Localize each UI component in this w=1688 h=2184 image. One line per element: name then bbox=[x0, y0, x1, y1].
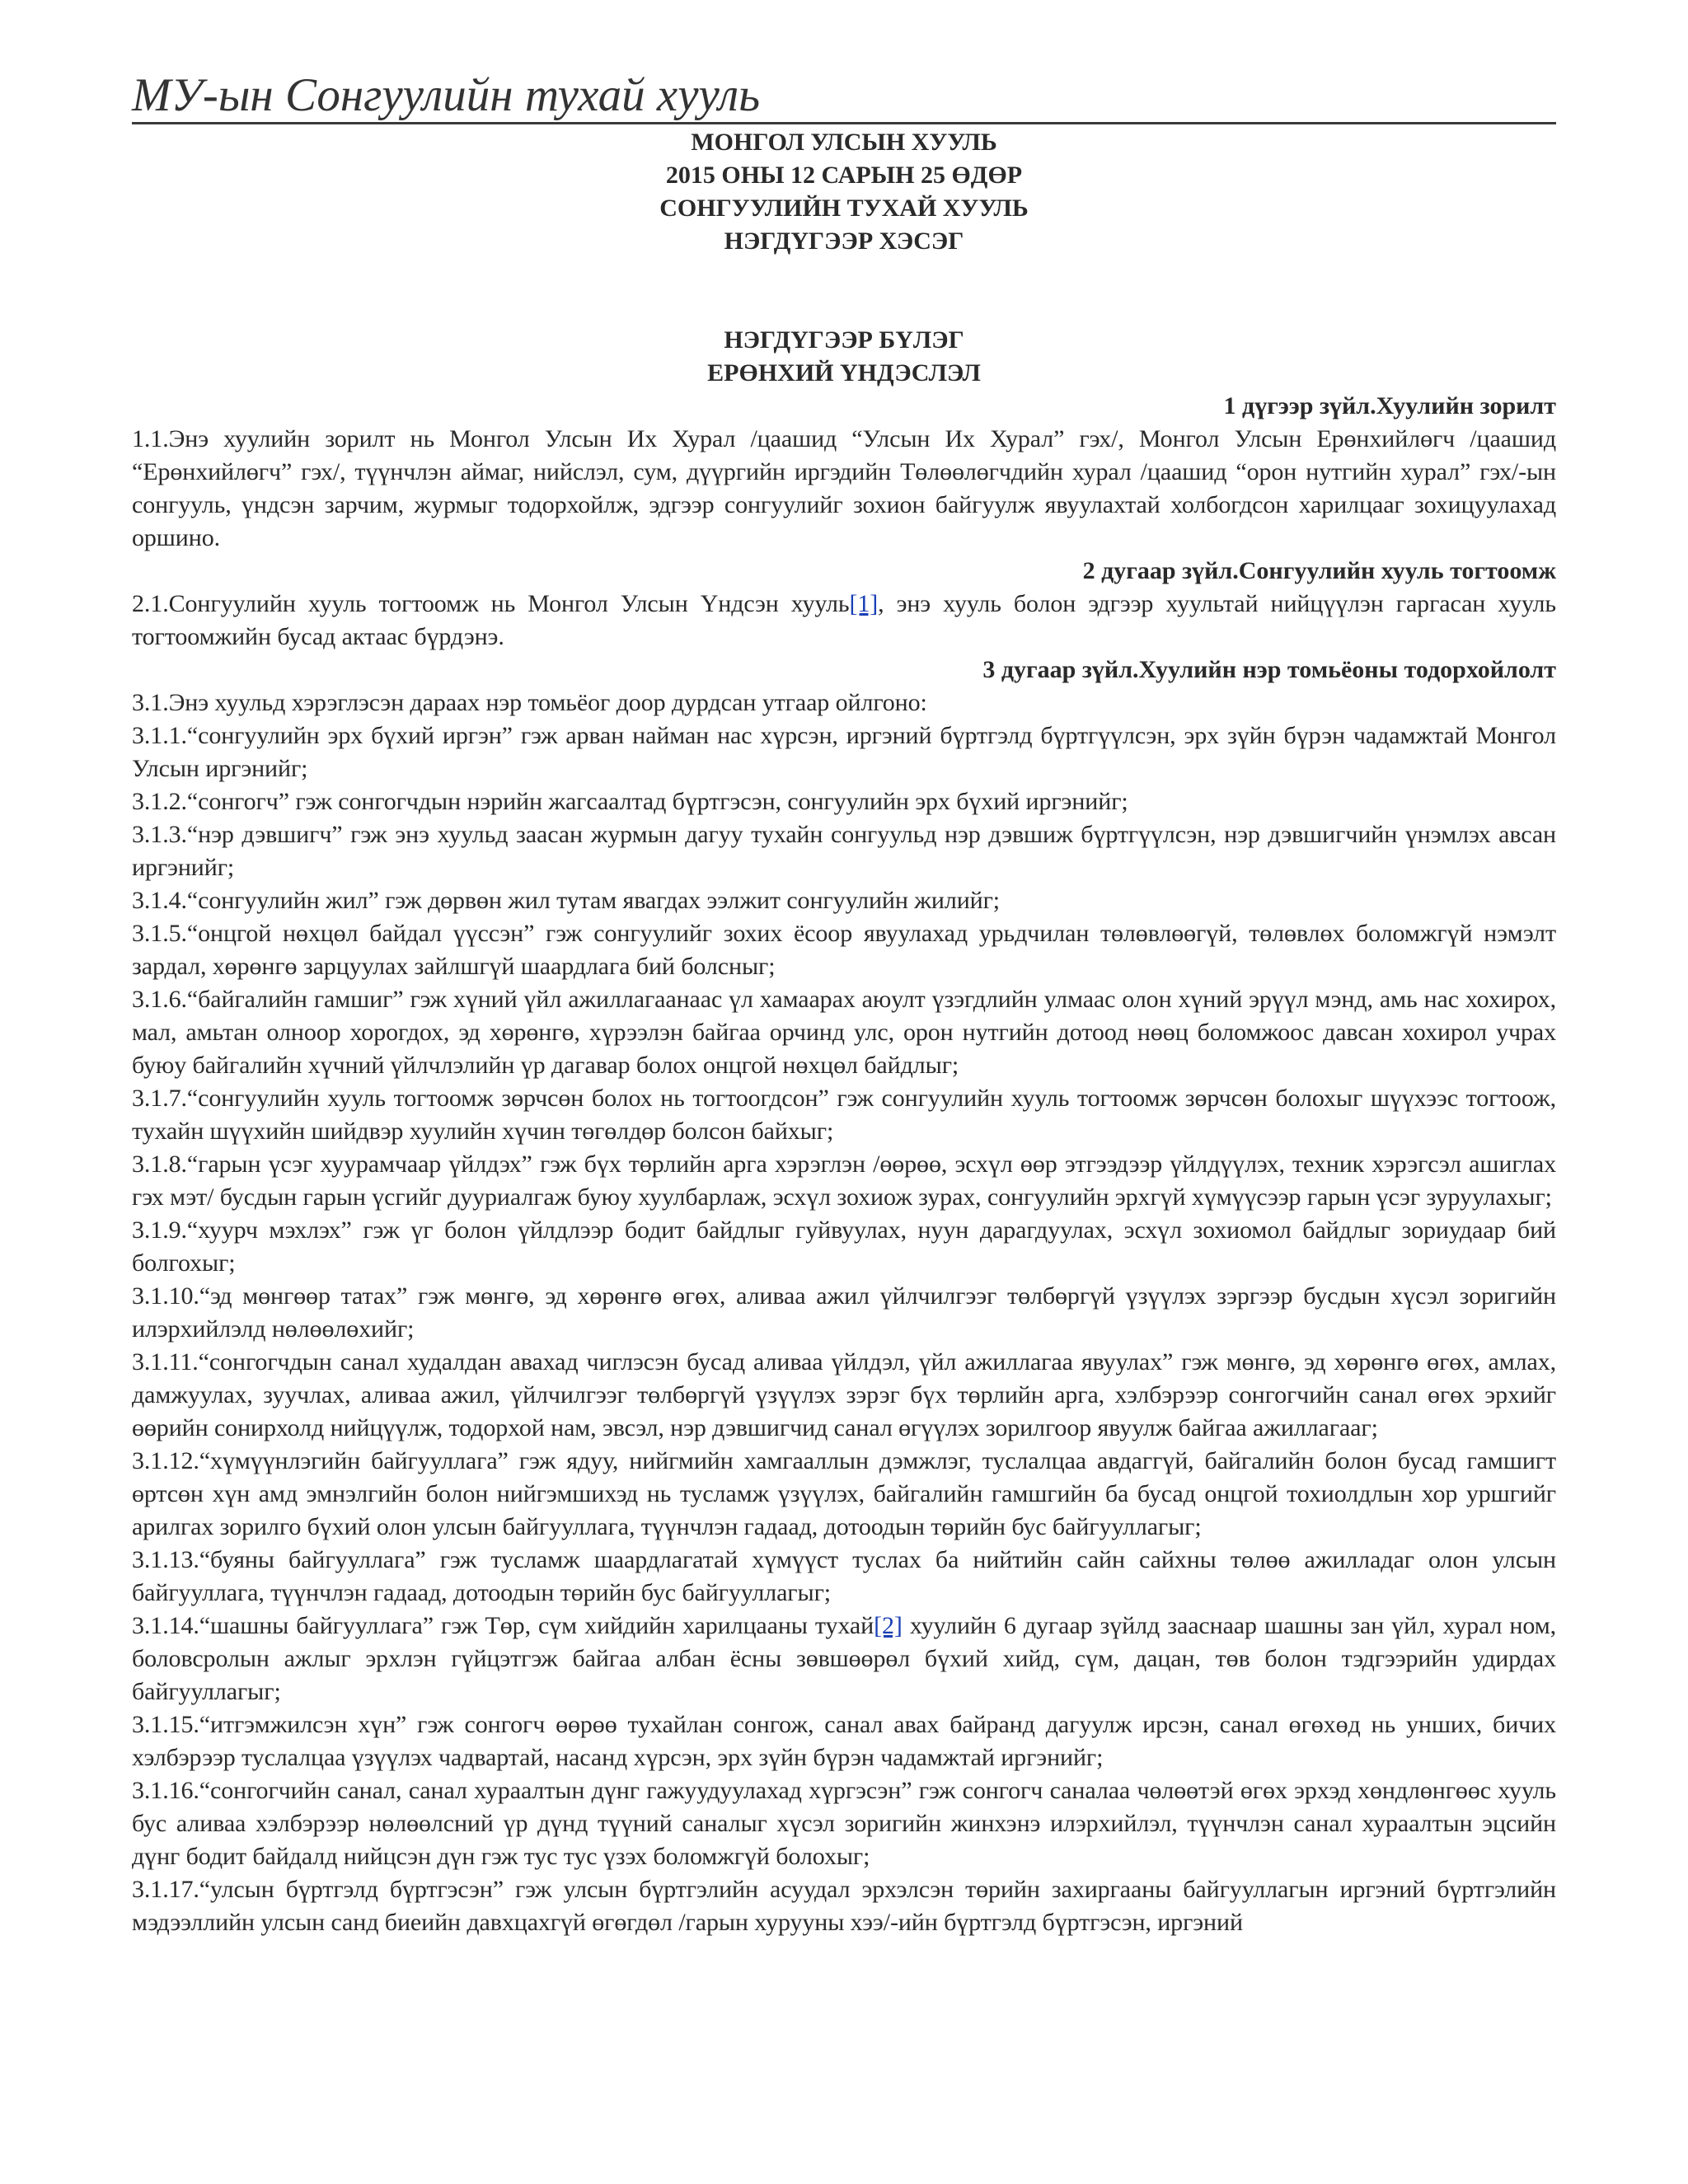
definition-3-1-14-start: 3.1.14.“шашны байгууллага” гэж Төр, сүм хийдийн харилцааны тухай bbox=[132, 1612, 874, 1639]
definition-3-1-15: 3.1.15.“итгэмжилсэн хүн” гэж сонгогч өөрөө тухайлан сонгож, санал авах байранд дагуулж ирсэн, санал өгөхөд нь унших, бичих хэлбэрээр туслалцаа үзүүлэх чадвартай, насанд хүрсэн, эрх зүйн бүрэн чадамжтай иргэнийг; bbox=[132, 1711, 1556, 1771]
definition-3-1-5: 3.1.5.“онцгой нөхцөл байдал үүссэн” гэж сонгуулийг зохих ёсоор явуулахад урьдчилан төлөвлөөгүй, төлөвлөх боломжгүй нэмэлт зардал, хөрөнгө зарцуулах зайлшгүй шаардлага бий болсныг; bbox=[132, 920, 1556, 980]
definition-3-1-2: 3.1.2.“сонгогч” гэж сонгогчдын нэрийн жагсаалтад бүртгэсэн, сонгуулийн эрх бүхий иргэнийг; bbox=[132, 788, 1128, 815]
definition-3-1-1: 3.1.1.“сонгуулийн эрх бүхий иргэн” гэж арван найман нас хүрсэн, иргэний бүртгэлд бүртгүүлсэн, эрх зүйн бүрэн чадамжтай Монгол Улсын иргэнийг; bbox=[132, 722, 1556, 782]
definition-3-1-17: 3.1.17.“улсын бүртгэлд бүртгэсэн” гэж улсын бүртгэлийн асуудал эрхэлсэн төрийн захиргааны байгууллагын иргэний бүртгэлийн мэдээллийн улсын санд биеийн давхцахгүй өгөгдөл /гарын хурууны хээ/-ийн бүртгэлд бүртгэсэн, иргэний bbox=[132, 1876, 1556, 1936]
article-1-heading: 1 дүгээр зүйл.Хуулийн зорилт bbox=[1223, 392, 1556, 419]
definition-3-1-10: 3.1.10.“эд мөнгөөр татах” гэж мөнгө, эд хөрөнгө өгөх, аливаа ажил үйлчилгээг төлбөргүй үзүүлэх зэргээр бусдын хүсэл зоригийн илэрхийлэлд нөлөөлөхийг; bbox=[132, 1282, 1556, 1343]
definition-3-1-9: 3.1.9.“хуурч мэхлэх” гэж үг болон үйлдлээр бодит байдлыг гуйвуулах, нуун дарагдуулах, эсхүл зохиомол байдлыг зориудаар бий болгохыг; bbox=[132, 1216, 1556, 1277]
definition-3-1-13: 3.1.13.“буяны байгууллага” гэж тусламж шаардлагатай хүмүүст туслах ба нийтийн сайн сайхны төлөө ажилладаг олон улсын байгууллага, түүнчлэн гадаад, дотоодын төрийн бус байгууллагыг; bbox=[132, 1546, 1556, 1606]
law-date-line: 2015 ОНЫ 12 САРЫН 25 ӨДӨР bbox=[665, 162, 1023, 189]
definition-3-1-11: 3.1.11.“сонгогчдын санал худалдан авахад чиглэсэн бусад аливаа үйлдэл, үйл ажиллагаа явуулах” гэж мөнгө, эд хөрөнгө өгөх, амлах, дамжуулах, зуучлах, аливаа ажил, үйлчилгээг төлбөргүй үзүүлэх зэрэг бүх төрлийн арга, хэлбэрээр сонгогчийн санал өгөх эрхийг өөрийн сонирхолд нийцүүлж, тодорхой нам, эвсэл, нэр дэвшигчид санал өгүүлэх зорилгоор явуулж байгаа ажиллагааг; bbox=[132, 1348, 1556, 1441]
definition-3-1-6: 3.1.6.“байгалийн гамшиг” гэж хүний үйл ажиллагаанаас үл хамаарах аюулт үзэгдлийн улмаас олон хүний эрүүл мэнд, амь нас хохирох, мал, амьтан олноор хорогдох, эд хөрөнгө, хүрээлэн байгаа орчинд улс, орон нутгийн дотоод нөөц боломжоос давсан хохирол учрах буюу байгалийн хүчний үйлчлэлийн үр дагавар болох онцгой нөхцөл байдлыг; bbox=[132, 986, 1556, 1079]
footnote-link-1[interactable]: [1] bbox=[849, 590, 879, 617]
running-header bbox=[132, 68, 1556, 124]
document-body bbox=[132, 390, 1556, 1939]
law-title-line: МОНГОЛ УЛСЫН ХУУЛЬ bbox=[691, 129, 997, 156]
article-3-heading: 3 дугаар зүйл.Хуулийн нэр томьёоны тодорхойлолт bbox=[982, 656, 1556, 683]
footnote-link-2[interactable]: [2] bbox=[874, 1612, 903, 1639]
article-3-intro: 3.1.Энэ хуульд хэрэглэсэн дараах нэр томьёог доор дурдсан утгаар ойлгоно: bbox=[132, 689, 927, 716]
law-title-block bbox=[132, 126, 1556, 258]
definition-3-1-7: 3.1.7.“сонгуулийн хууль тогтоомж зөрчсөн болох нь тогтоогдсон” гэж сонгуулийн хууль тогтоомж зөрчсөн болохыг шүүхээс тогтоож, тухайн шүүхийн шийдвэр хуулийн хүчин төгөлдөр болсон байхыг; bbox=[132, 1085, 1556, 1145]
definition-3-1-12: 3.1.12.“хүмүүнлэгийн байгууллага” гэж ядуу, нийгмийн хамгааллын дэмжлэг, туслалцаа авдаггүй, байгалийн болон бусад гамшигт өртсөн хүн амд эмнэлгийн болон нийгэмшихэд нь тусламж үзүүлэх, байгалийн гамшгийн ба бусад онцгой тохиолдлын хор уршгийг арилгах зорилго бүхий олон улсын байгууллага, түүнчлэн гадаад, дотоодын төрийн бус байгууллагыг; bbox=[132, 1447, 1556, 1540]
chapter-number: НЭГДҮГЭЭР БҮЛЭГ bbox=[724, 326, 964, 354]
law-name-line: СОНГУУЛИЙН ТУХАЙ ХУУЛЬ bbox=[659, 194, 1029, 222]
definition-3-1-14-end: хуулийн 6 дугаар зүйлд зааснаар шашны зан үйл, хурал ном, боловсролын ажлыг эрхлэн гүйцэтгэж байгаа албан ёсны зөвшөөрөл бүхий хийд, сүм, дацан, төв болон тэдгээрийн удирдах байгууллагыг; bbox=[132, 1612, 1556, 1705]
definition-3-1-16: 3.1.16.“сонгогчийн санал, санал хураалтын дүнг гажуудуулахад хүргэсэн” гэж сонгогч саналаа чөлөөтэй өгөх эрхэд хөндлөнгөөс хууль бус аливаа хэлбэрээр нөлөөлсний үр дүнд түүний саналыг хүсэл зоригийн жинхэнэ илэрхийлэл, түүнчлэн санал хураалтын эцсийн дүнг бодит байдалд нийцсэн дүн гэж тус тус үзэх боломжгүй болохыг; bbox=[132, 1777, 1556, 1870]
article-2-text-start: 2.1.Сонгуулийн хууль тогтоомж нь Монгол Улсын Үндсэн хууль bbox=[132, 590, 850, 617]
definition-3-1-4: 3.1.4.“сонгуулийн жил” гэж дөрвөн жил тутам явагдах ээлжит сонгуулийн жилийг; bbox=[132, 887, 1001, 914]
chapter-title-block bbox=[132, 324, 1556, 390]
chapter-title: ЕРӨНХИЙ ҮНДЭСЛЭЛ bbox=[707, 359, 981, 387]
article-2-paragraph bbox=[132, 588, 1556, 654]
running-title: МУ-ын Сонгуулийн тухай хууль bbox=[132, 69, 761, 121]
article-2-heading: 2 дугаар зүйл.Сонгуулийн хууль тогтоомж bbox=[1082, 557, 1556, 584]
definition-3-1-8: 3.1.8.“гарын үсэг хуурамчаар үйлдэх” гэж бүх төрлийн арга хэрэглэн /өөрөө, эсхүл өөр этгээдээр үйлдүүлэх, техник хэрэгсэл ашиглах гэх мэт/ бусдын гарын үсгийг дууриалгаж буюу хуулбарлаж, эсхүл зохиож зурах, сонгуулийн эрхгүй хүмүүсээр гарын үсэг зуруулахыг; bbox=[132, 1151, 1556, 1211]
definition-3-1-14 bbox=[132, 1610, 1556, 1708]
definition-3-1-3: 3.1.3.“нэр дэвшигч” гэж энэ хуульд заасан журмын дагуу тухайн сонгуульд нэр дэвшиж бүртгүүлсэн, нэр дэвшигчийн үнэмлэх авсан иргэнийг; bbox=[132, 821, 1556, 881]
part-title-line: НЭГДҮГЭЭР ХЭСЭГ bbox=[724, 227, 964, 255]
article-1-paragraph: 1.1.Энэ хуулийн зорилт нь Монгол Улсын Их Хурал /цаашид “Улсын Их Хурал” гэх/, Монгол Улсын Ерөнхийлөгч /цаашид “Ерөнхийлөгч” гэх/, түүнчлэн аймаг, нийслэл, сум, дүүргийн иргэдийн Төлөөлөгчдийн хурал /цаашид “орон нутгийн хурал” гэх/-ын сонгууль, үндсэн зарчим, журмыг тодорхойлж, эдгээр сонгуулийг зохион байгуулж явуулахтай холбогдсон харилцааг зохицуулахад оршино. bbox=[132, 425, 1556, 551]
article-2-text-end: , энэ хууль болон эдгээр хуультай нийцүүлэн гаргасан хууль тогтоомжийн бусад актаас бүрдэнэ. bbox=[132, 590, 1556, 650]
